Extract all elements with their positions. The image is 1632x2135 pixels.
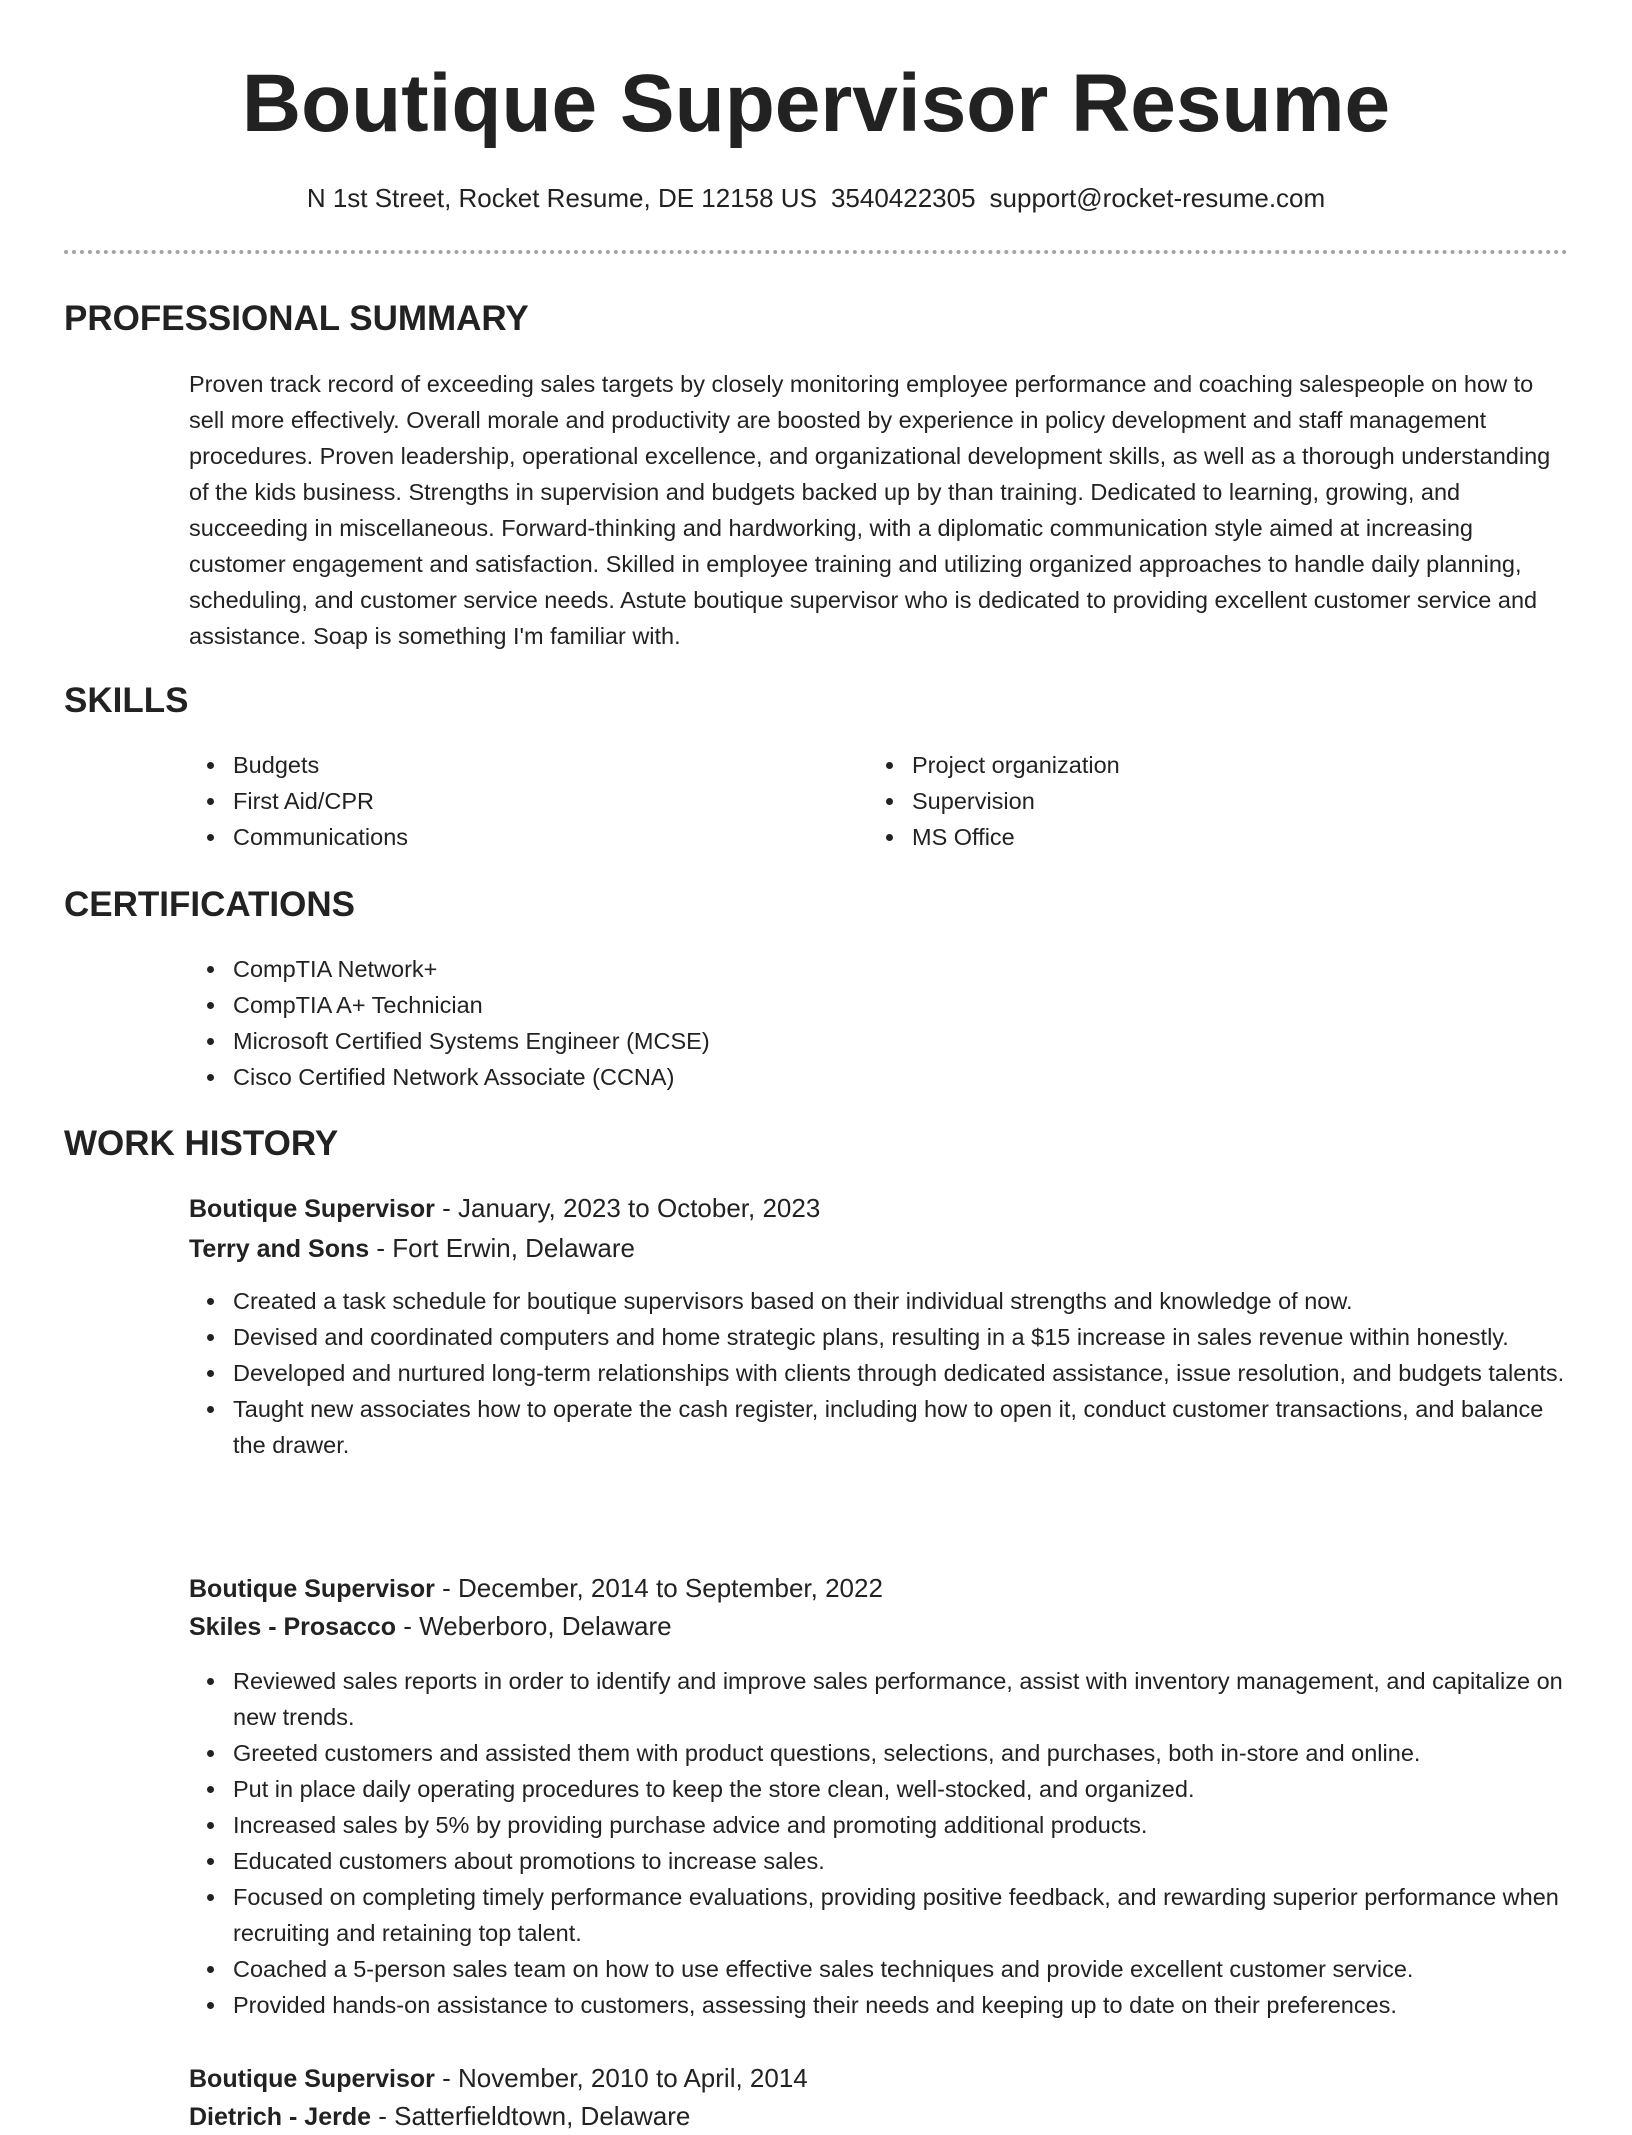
- resume-title: Boutique Supervisor Resume: [241, 58, 1391, 149]
- skills-heading: SKILLS: [64, 681, 189, 720]
- certification-item: Microsoft Certified Systems Engineer (MCSE): [233, 1023, 1569, 1059]
- skill-item: MS Office: [912, 819, 1508, 855]
- job-title: Boutique Supervisor: [189, 1575, 435, 1603]
- job-company: Terry and Sons: [189, 1235, 370, 1263]
- job-title: Boutique Supervisor: [189, 1195, 435, 1223]
- contact-address: N 1st Street, Rocket Resume, DE 12158 US: [306, 183, 817, 213]
- work-history-heading: WORK HISTORY: [64, 1124, 339, 1163]
- job-location: - Satterfieldtown, Delaware: [371, 2101, 691, 2131]
- summary-heading: PROFESSIONAL SUMMARY: [64, 299, 529, 338]
- skill-item: Supervision: [912, 783, 1508, 819]
- job-title-line: [189, 1190, 820, 1227]
- skill-item: Budgets: [233, 747, 829, 783]
- job-bullet: Put in place daily operating procedures to keep the store clean, well-stocked, and organized.: [233, 1771, 1569, 1807]
- job-title: Boutique Supervisor: [189, 2065, 435, 2093]
- job-bullet: Greeted customers and assisted them with product questions, selections, and purchases, both in-store and online.: [233, 1735, 1569, 1771]
- job-bullet: Educated customers about promotions to increase sales.: [233, 1843, 1569, 1879]
- job-location: - Weberboro, Delaware: [396, 1611, 672, 1641]
- job-company-line: [189, 1230, 635, 1267]
- job-location: - Fort Erwin, Delaware: [369, 1233, 635, 1263]
- job-bullet: Developed and nurtured long-term relationships with clients through dedicated assistance, issue resolution, and budgets talents.: [233, 1355, 1569, 1391]
- job-title-line: [189, 2060, 808, 2097]
- job-bullet: Increased sales by 5% by providing purchase advice and promoting additional products.: [233, 1807, 1569, 1843]
- skill-item: First Aid/CPR: [233, 783, 829, 819]
- certification-item: Cisco Certified Network Associate (CCNA): [233, 1059, 1569, 1095]
- job-bullets: [189, 1663, 1569, 2023]
- job-bullet: Provided hands-on assistance to customers, assessing their needs and keeping up to date on their preferences.: [233, 1987, 1569, 2023]
- job-company-line: [189, 2098, 690, 2135]
- job-bullet: Devised and coordinated computers and home strategic plans, resulting in a $15 increase in sales revenue within honestly.: [233, 1319, 1569, 1355]
- job-bullet: Coached a 5-person sales team on how to use effective sales techniques and provide excellent customer service.: [233, 1951, 1569, 1987]
- contact-email: support@rocket-resume.com: [989, 183, 1326, 213]
- contact-line: [0, 180, 1632, 216]
- job-bullet: Focused on completing timely performance evaluations, providing positive feedback, and rewarding superior performance when recruiting and retaining top talent.: [233, 1879, 1569, 1951]
- job-dates: - December, 2014 to September, 2022: [434, 1573, 883, 1603]
- certifications-list: [189, 951, 1569, 1095]
- header-divider: [64, 250, 1568, 254]
- skills-column-left: [189, 747, 829, 855]
- certifications-heading: CERTIFICATIONS: [64, 885, 356, 924]
- job-company: Skiles - Prosacco: [189, 1613, 397, 1641]
- job-dates: - November, 2010 to April, 2014: [434, 2063, 808, 2093]
- contact-phone: 3540422305: [830, 183, 976, 213]
- job-company-line: [189, 1608, 672, 1645]
- job-bullet: Reviewed sales reports in order to identify and improve sales performance, assist with inventory management, and capitalize on new trends.: [233, 1663, 1569, 1735]
- job-bullet: Created a task schedule for boutique supervisors based on their individual strengths and knowledge of now.: [233, 1283, 1569, 1319]
- job-bullets: [189, 1283, 1569, 1463]
- job-dates: - January, 2023 to October, 2023: [434, 1193, 821, 1223]
- certification-item: CompTIA Network+: [233, 951, 1569, 987]
- skills-column-right: [868, 747, 1508, 855]
- skill-item: Project organization: [912, 747, 1508, 783]
- job-bullet: Taught new associates how to operate the cash register, including how to open it, conduct customer transactions, and balance the drawer.: [233, 1391, 1569, 1463]
- summary-text: Proven track record of exceeding sales targets by closely monitoring employee performance and coaching salespeople on how to sell more effectively. Overall morale and productivity are boosted by experience in policy development and staff management procedures. Proven leadership, operational excellence, and organizational development skills, as well as a thorough understanding of the kids business. Strengths in supervision and budgets backed up by than training. Dedicated to learning, growing, and succeeding in miscellaneous. Forward-thinking and hardworking, with a diplomatic communication style aimed at increasing customer engagement and satisfaction. Skilled in employee training and utilizing organized approaches to handle daily planning, scheduling, and customer service needs. Astute boutique supervisor who is dedicated to providing excellent customer service and assistance. Soap is something I'm familiar with.: [189, 371, 1551, 649]
- job-company: Dietrich - Jerde: [189, 2103, 372, 2131]
- job-title-line: [189, 1570, 883, 1607]
- certification-item: CompTIA A+ Technician: [233, 987, 1569, 1023]
- skill-item: Communications: [233, 819, 829, 855]
